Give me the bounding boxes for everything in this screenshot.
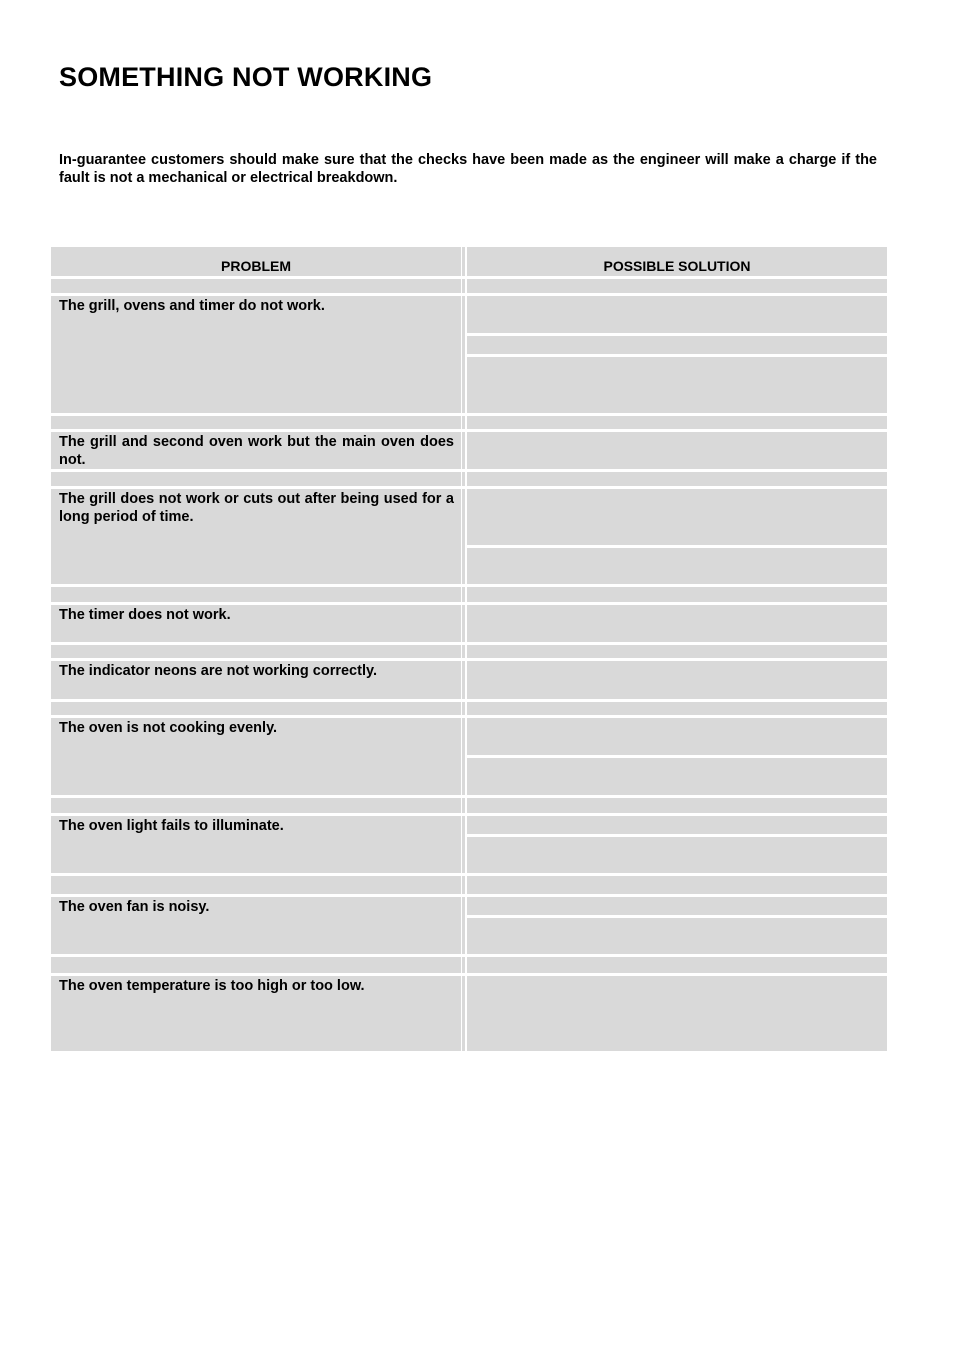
solution-cell <box>467 357 887 413</box>
page-title: SOMETHING NOT WORKING <box>59 62 433 92</box>
solution-cell <box>467 918 887 954</box>
solution-cell <box>467 432 887 469</box>
spacer-row <box>467 416 887 429</box>
problem-cell-2: The grill and second oven work but the main oven does not. <box>51 432 461 469</box>
spacer-row <box>467 472 887 486</box>
column-header-problem: PROBLEM <box>51 247 461 276</box>
spacer-row <box>51 279 461 293</box>
spacer-row <box>467 702 887 715</box>
solution-cell <box>467 296 887 333</box>
troubleshooting-table <box>51 247 887 1051</box>
problem-cell-8: The oven fan is noisy. <box>51 897 461 954</box>
spacer-row <box>51 702 461 715</box>
spacer-row <box>467 798 887 813</box>
solution-cell <box>467 548 887 584</box>
spacer-row <box>51 876 461 894</box>
spacer-row <box>51 798 461 813</box>
column-header-solution: POSSIBLE SOLUTION <box>467 247 887 276</box>
solution-cell <box>467 897 887 915</box>
problem-cell-4: The timer does not work. <box>51 605 461 642</box>
solution-cell <box>467 816 887 834</box>
solution-cell <box>467 489 887 545</box>
problem-cell-3: The grill does not work or cuts out after being used for a long period of time. <box>51 489 461 584</box>
intro-paragraph: In-guarantee customers should make sure that the checks have been made as the engineer will make a charge if the fault is not a mechanical or electrical breakdown. <box>59 152 877 186</box>
spacer-row <box>51 587 461 602</box>
spacer-row <box>51 472 461 486</box>
spacer-row <box>467 957 887 973</box>
solution-cell <box>467 837 887 873</box>
solution-cell <box>467 661 887 699</box>
spacer-row <box>467 587 887 602</box>
problem-cell-9: The oven temperature is too high or too low. <box>51 976 461 1051</box>
solution-cell <box>467 758 887 795</box>
spacer-row <box>467 279 887 293</box>
problem-cell-6: The oven is not cooking evenly. <box>51 718 461 795</box>
solution-cell <box>467 336 887 354</box>
spacer-row <box>51 645 461 658</box>
spacer-row <box>467 645 887 658</box>
solution-cell <box>467 605 887 642</box>
solution-cell <box>467 976 887 1051</box>
problem-cell-5: The indicator neons are not working correctly. <box>51 661 461 699</box>
problem-cell-7: The oven light fails to illuminate. <box>51 816 461 873</box>
spacer-row <box>51 957 461 973</box>
spacer-row <box>51 416 461 429</box>
problem-cell-1: The grill, ovens and timer do not work. <box>51 296 461 413</box>
spacer-row <box>467 876 887 894</box>
solution-cell <box>467 718 887 755</box>
